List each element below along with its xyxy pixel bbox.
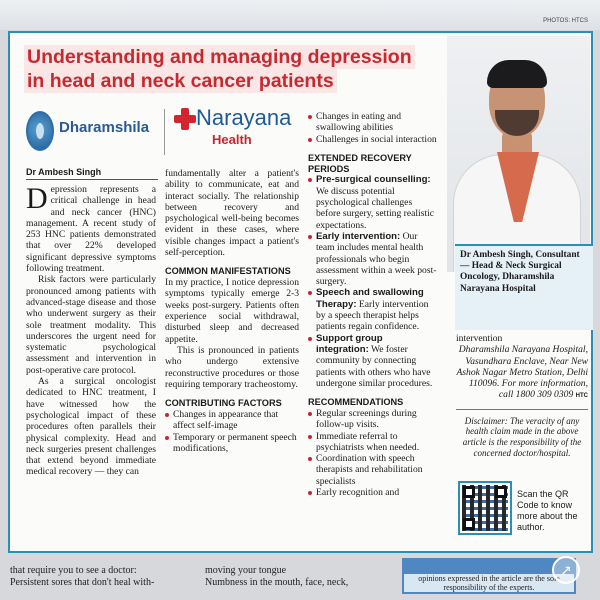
list-item <box>308 231 438 287</box>
list-item: Temporary or permanent speech modifications, <box>165 432 299 455</box>
intro-paragraph <box>26 184 156 274</box>
paragraph: Risk factors were particularly pronounced among patients with advanced-stage disease and those who underwent surgery as their sole treatment modality. This underscores the urgent need for systematic psychological assessment and intervention in post-operative care protocol. <box>26 274 156 376</box>
recommendation-list <box>308 408 438 498</box>
list-item: Changes in eating and swallowing abilities <box>308 111 438 134</box>
list-item: Coordination with speech therapists and rehabilitation specialists <box>308 453 438 487</box>
qr-corner-icon <box>495 486 507 498</box>
paragraph: This is pronounced in patients who undergo extensive reconstructive procedures or those requiring temporary tracheostomy. <box>165 344 299 390</box>
qr-corner-icon <box>463 518 475 530</box>
adjacent-line: Persistent sores that don't heal with- <box>10 577 155 588</box>
paragraph: fundamentally alter a patient's ability to communicate, eat and interact socially. The relationship between recovery and psychological well-being becomes evident in these cases, where visible changes impact a patient's self-perception. <box>165 168 299 259</box>
narayana-logo-text: Narayana <box>196 105 292 130</box>
adjacent-banner-text: opinions expressed in the article are the sole responsibility of the experts. <box>404 574 574 592</box>
sponsor-logos <box>26 105 311 160</box>
page-top-strip <box>0 0 600 30</box>
list-item: Regular screenings during follow-up visits. <box>308 408 438 431</box>
circle-badge-icon: ↗ <box>552 556 580 584</box>
author-photo <box>447 36 590 272</box>
headline-line-1: Understanding and managing depression <box>24 45 415 69</box>
item-label: Speech and swallowing Therapy: <box>316 287 424 310</box>
qr-code[interactable] <box>458 481 512 535</box>
section-heading: RECOMMENDATIONS <box>308 397 404 408</box>
section-heading: CONTRIBUTING FACTORS <box>165 398 282 409</box>
adjacent-article-mid <box>205 565 348 589</box>
recovery-list <box>308 174 438 389</box>
logo-divider <box>164 109 165 155</box>
article-panel <box>8 31 593 553</box>
bullet-list <box>165 409 299 454</box>
item-label: Support group integration: <box>316 332 383 355</box>
author-byline: Dr Ambesh Singh <box>26 167 102 177</box>
photo-hair <box>487 60 547 88</box>
column-3 <box>308 111 438 498</box>
adjacent-article-left <box>10 565 154 589</box>
paragraph: As a surgical oncologist dedicated to HNC treatment, I have witnessed how the psychological impact of these procedures often parallels their physical complexity. Head and neck surgeries present challenges that extend beyond immediate medical recovery — they can <box>26 376 156 478</box>
hospital-address <box>456 344 588 402</box>
adjacent-line: that require you to see a doctor: <box>10 565 137 576</box>
adjacent-line: Numbness in the mouth, face, neck, <box>205 577 349 588</box>
item-text: We discuss potential psychological challenges before surgery, setting realistic expectations. <box>316 185 435 231</box>
column-4 <box>456 333 588 458</box>
list-item: Changes in appearance that affect self-image <box>165 409 299 432</box>
intro-text: epression represents a critical challenge in head and neck cancer (HNC) management. A recent study of 253 HNC patients demonstrated that over 22% developed significant depressive symptoms following treatment. <box>26 184 156 275</box>
photo-credit: PHOTOS: HTCS <box>543 18 588 24</box>
section-heading: COMMON MANIFESTATIONS <box>165 266 291 277</box>
continuation-text: intervention <box>456 333 503 344</box>
list-item <box>308 287 438 332</box>
dharamshila-logo-text: Dharamshila <box>59 119 150 136</box>
item-text: Early intervention by a speech therapist helps patients regain confidence. <box>316 298 429 333</box>
bullet-list <box>308 111 438 145</box>
list-item: Challenges in social interaction <box>308 134 438 145</box>
narayana-plus-icon <box>174 108 196 130</box>
item-label: Early intervention: <box>316 230 401 242</box>
column-2 <box>165 168 299 454</box>
paragraph: In my practice, I notice depression symptoms typically emerge 2-3 weeks post-surgery. Patients often experience social withdrawal, disturbed sleep and decreased appetite. <box>165 277 299 345</box>
list-item <box>308 174 438 230</box>
dharamshila-emblem-icon <box>26 111 54 151</box>
address-text: Dharamshila Narayana Hospital, Vasundhara Enclave, Near New Ashok Nagar Metro Station, Delhi 110096. For more information, call 1800 309 0309 <box>456 344 588 401</box>
item-text: Our team includes mental health professionals who begin assessment within a week post-surgery. <box>316 230 437 288</box>
item-text: We foster community by connecting patients with others who have undergone similar procedures. <box>316 343 433 389</box>
list-item: Early recognition and <box>308 487 438 498</box>
byline-divider <box>26 179 158 180</box>
list-item <box>308 333 438 389</box>
divider <box>456 409 588 410</box>
headline <box>24 45 412 93</box>
headline-line-2: in head and neck cancer patients <box>24 69 337 93</box>
photo-caption: Dr Ambesh Singh, Consultant — Head & Neck Surgical Oncology, Dharamshila Narayana Hospital <box>455 244 593 330</box>
disclaimer: Disclaimer: The veracity of any health claim made in the above article is the responsibility of the concerned doctor/hospital. <box>462 415 582 458</box>
column-1 <box>26 184 156 478</box>
qr-corner-icon <box>463 486 475 498</box>
qr-instructions: Scan the QR Code to know more about the author. <box>517 489 578 532</box>
narayana-health-text: Health <box>212 132 252 147</box>
list-item: Immediate referral to psychiatrists when needed. <box>308 431 438 454</box>
item-label: Pre-surgical counselling: <box>316 174 431 186</box>
drop-cap: D <box>26 182 48 215</box>
agency-tag: HTC <box>575 393 588 400</box>
section-heading: EXTENDED RECOVERY PERIODS <box>308 152 412 174</box>
adjacent-line: moving your tongue <box>205 565 287 576</box>
